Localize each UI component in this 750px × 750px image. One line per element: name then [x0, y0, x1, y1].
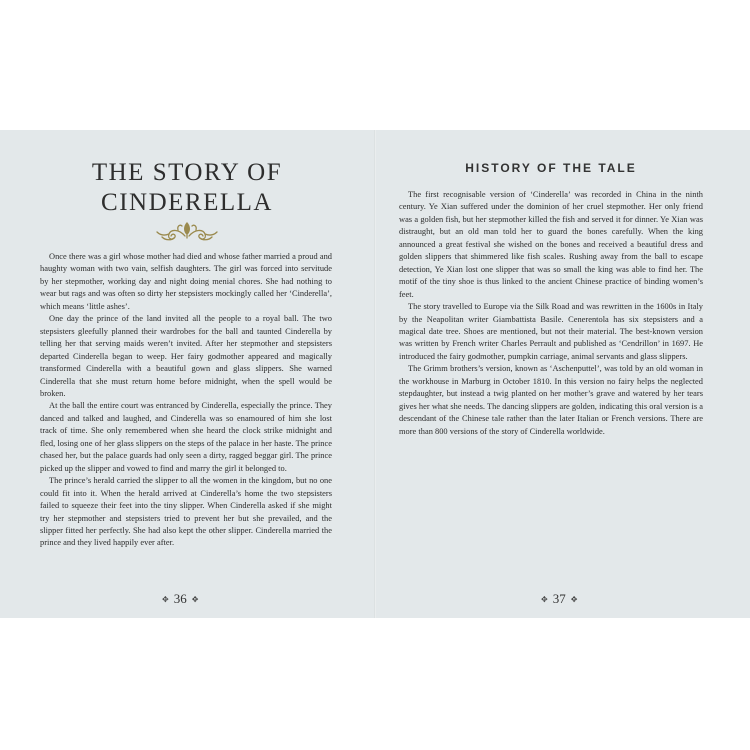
section-heading: HISTORY OF THE TALE	[465, 161, 637, 175]
story-paragraph: The prince’s herald carried the slipper to all the women in the kingdom, but no one could fit into it. When the herald arrived at Cinderella’s home the two stepsisters failed to squeeze their feet into the tiny slipper. When Cinderella asked if she might try her stepmother and stepsisters tried to prevent her but she prevailed, and the slipper fitted her perfectly. She had also kept the other slipper. Cinderella married the prince and they lived happily ever after.	[40, 476, 332, 548]
right-page	[376, 130, 750, 618]
book-spread	[0, 130, 750, 618]
chapter-title	[40, 158, 334, 218]
scroll-flourish-icon	[152, 216, 222, 244]
chapter-title-line-1: THE STORY OF	[91, 159, 283, 186]
history-paragraph: The story travelled to Europe via the Silk Road and was rewritten in the 1600s in Italy by the Neapolitan writer Giambattista Basile. Cenerentola has six stepsisters and a magical date tree. Shoes are mentioned, but not their material. The best-known version was written by French writer Charles Perrault and published as ‘Cendrillon’ in 1697. He introduced the fairy godmother, pumpkin carriage, animal servants and glass slippers.	[399, 302, 703, 361]
left-page	[0, 130, 374, 618]
folio-ornament-icon: ✥	[570, 594, 578, 604]
folio-ornament-icon: ✥	[541, 594, 548, 604]
history-body	[399, 189, 703, 438]
page-number-footer	[541, 591, 577, 607]
page-number-footer	[162, 591, 198, 607]
story-body	[40, 251, 332, 550]
chapter-title-line-2: CINDERELLA	[101, 189, 273, 216]
story-paragraph: Once there was a girl whose mother had died and whose father married a proud and haughty woman with two vain, selfish daughters. The girl was forced into servitude by her stepmother, working day and night doing menial chores. She had nothing to wear but rags and was often so dirty her stepsisters mockingly called her ‘Cinderella’, which means ‘little ashes’.	[40, 252, 332, 311]
story-paragraph: At the ball the entire court was entranced by Cinderella, especially the prince. They danced and talked and laughed, and Cinderella was so enamoured of him she lost track of time. She only remembered when she heard the clock strike midnight and fled, losing one of her glass slippers on the steps of the palace in her haste. The prince chased her, but the palace guards had only seen a dirty, ragged beggar girl. The prince picked up the slipper and vowed to find and marry the girl it belonged to.	[40, 401, 332, 473]
folio-ornament-icon: ✥	[162, 594, 169, 604]
history-paragraph: The first recognisable version of ‘Cinderella’ was recorded in China in the ninth century. Ye Xian suffered under the dominion of her cruel stepmother. Her only friend was a golden fish, but her stepmother killed the fish and served it for dinner. Ye Xian was distraught, but an old man told her to guard the bones carefully. When the king announced a great festival she wished on the bones and received a beautiful dress and golden slippers that shimmered like fish scales. Rushing away from the ball to escape detection, Ye Xian lost one slipper that was so small the king was able to find her. The motif of the tiny shoe is thus linked to the ancient Chinese practice of binding women’s feet.	[399, 190, 703, 299]
history-paragraph: The Grimm brothers’s version, known as ‘Aschenputtel’, was told by an old woman in the workhouse in Marburg in October 1810. In this version no fairy helps the neglected stepdaughter, but instead a twig planted on her mother’s grave and watered by her tears gives her what she needs. The dancing slippers are golden, indicating this oral version is a descendant of the Chinese tale rather than the later Italian or French versions. There are more than 800 versions of the story of Cinderella worldwide.	[399, 364, 703, 436]
page-number: 37	[552, 591, 566, 606]
story-paragraph: One day the prince of the land invited all the people to a royal ball. The two stepsisters gleefully planned their wardrobes for the ball and taunted Cinderella by telling her that serving maids weren’t invited. After her stepmother and stepsisters departed Cinderella began to weep. Her fairy godmother appeared and magically transformed Cinderella with a beautiful gown and glass slippers. She warned Cinderella that she must return home before midnight, when the spell would be broken.	[40, 314, 332, 398]
page-number: 36	[173, 591, 187, 606]
folio-ornament-icon: ✥	[191, 594, 199, 604]
